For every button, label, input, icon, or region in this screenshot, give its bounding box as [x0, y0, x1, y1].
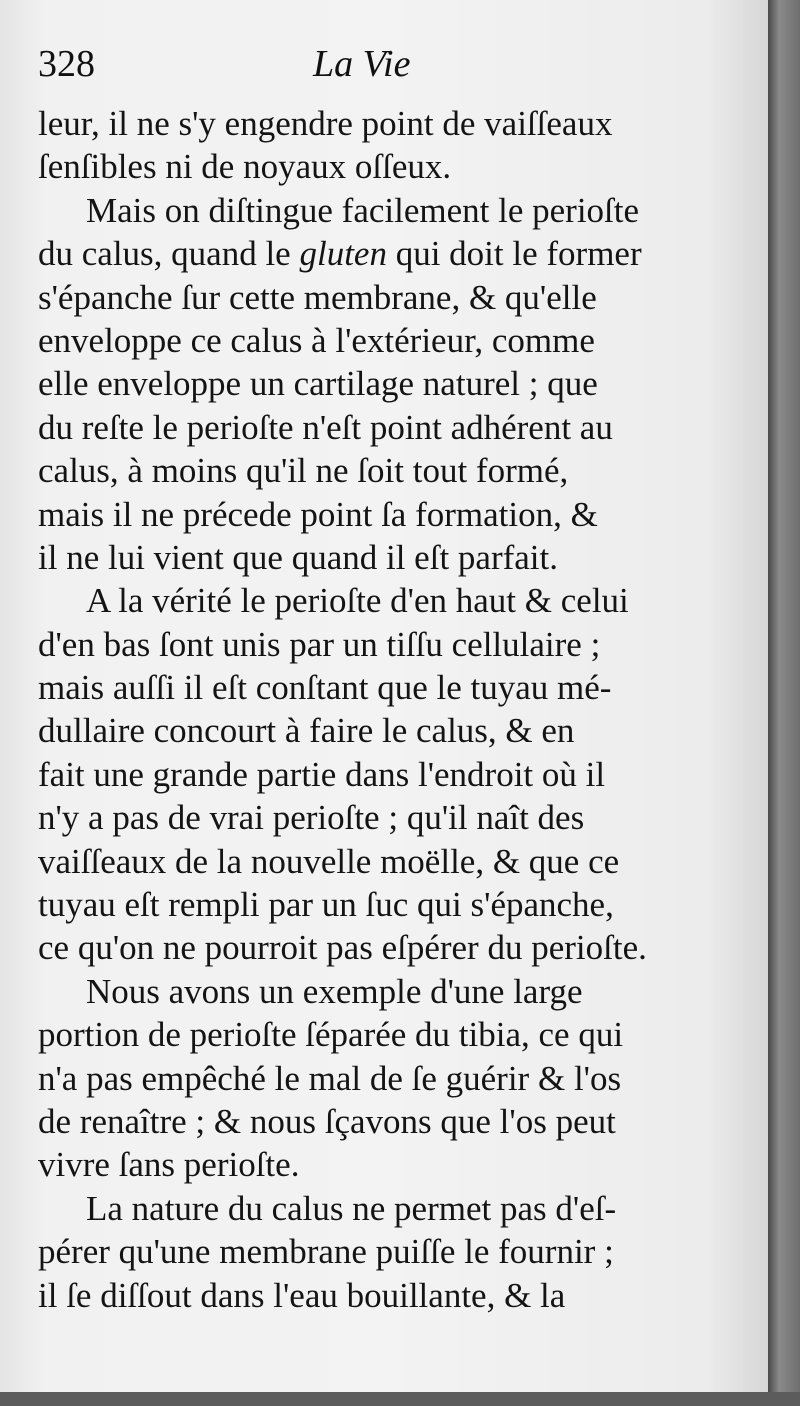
text-segment: qui doit le former: [386, 234, 642, 274]
italic-term: gluten: [299, 234, 387, 274]
page-bottom-edge: [0, 1392, 800, 1406]
text-line: ce qu'on ne pourroit pas eſpérer du perioſte.: [38, 928, 647, 968]
text-line: calus, à moins qu'il ne ſoit tout formé,: [38, 451, 569, 491]
text-line: La nature du calus ne permet pas d'eſ-: [86, 1188, 617, 1228]
page-edge-shadow: [768, 0, 800, 1406]
text-line: A la vérité le perioſte d'en haut & celui: [86, 581, 629, 621]
text-line: Nous avons un exemple d'une large: [86, 971, 583, 1011]
page-number: 328: [38, 43, 95, 85]
text-line: vivre ſans perioſte.: [38, 1145, 300, 1185]
text-line: mais il ne précede point ſa formation, &: [38, 494, 598, 534]
text-line: vaiſſeaux de la nouvelle moëlle, & que ce: [38, 841, 620, 881]
text-line: de renaître ; & nous ſçavons que l'os peut: [38, 1101, 616, 1141]
running-head: La Vie: [313, 43, 411, 85]
text-line: enveloppe ce calus à l'extérieur, comme: [38, 320, 595, 360]
text-line: mais auſſi il eſt conſtant que le tuyau mé-: [38, 668, 612, 708]
text-line: s'épanche ſur cette membrane, & qu'elle: [38, 277, 597, 317]
text-line: ſenſibles ni de noyaux oſſeux.: [38, 147, 452, 187]
text-line: portion de perioſte ſéparée du tibia, ce qui: [38, 1015, 624, 1055]
text-line: du reſte le perioſte n'eſt point adhérent au: [38, 407, 613, 447]
text-line: [38, 232, 748, 275]
text-line: n'a pas empêché le mal de ſe guérir & l'os: [38, 1058, 622, 1098]
text-line: il ſe diſſout dans l'eau bouillante, & la: [38, 1275, 566, 1315]
text-segment: du calus, quand le: [38, 234, 300, 274]
text-line: tuyau eſt rempli par un ſuc qui s'épanche,: [38, 885, 614, 925]
text-line: n'y a pas de vrai perioſte ; qu'il naît des: [38, 798, 585, 838]
text-line: elle enveloppe un cartilage naturel ; que: [38, 364, 598, 404]
body-text: [38, 102, 748, 1317]
text-line: dullaire concourt à faire le calus, & en: [38, 711, 575, 751]
text-line: il ne lui vient que quand il eſt parfait.: [38, 537, 558, 577]
text-line: fait une grande partie dans l'endroit où il: [38, 754, 606, 794]
text-line: leur, il ne s'y engendre point de vaiſſeaux: [38, 104, 613, 143]
text-line: d'en bas ſont unis par un tiſſu cellulaire ;: [38, 624, 601, 664]
text-line: pérer qu'une membrane puiſſe le fournir ;: [38, 1232, 614, 1272]
page-header: [38, 38, 738, 98]
text-line: Mais on diſtingue facilement le perioſte: [86, 190, 640, 230]
